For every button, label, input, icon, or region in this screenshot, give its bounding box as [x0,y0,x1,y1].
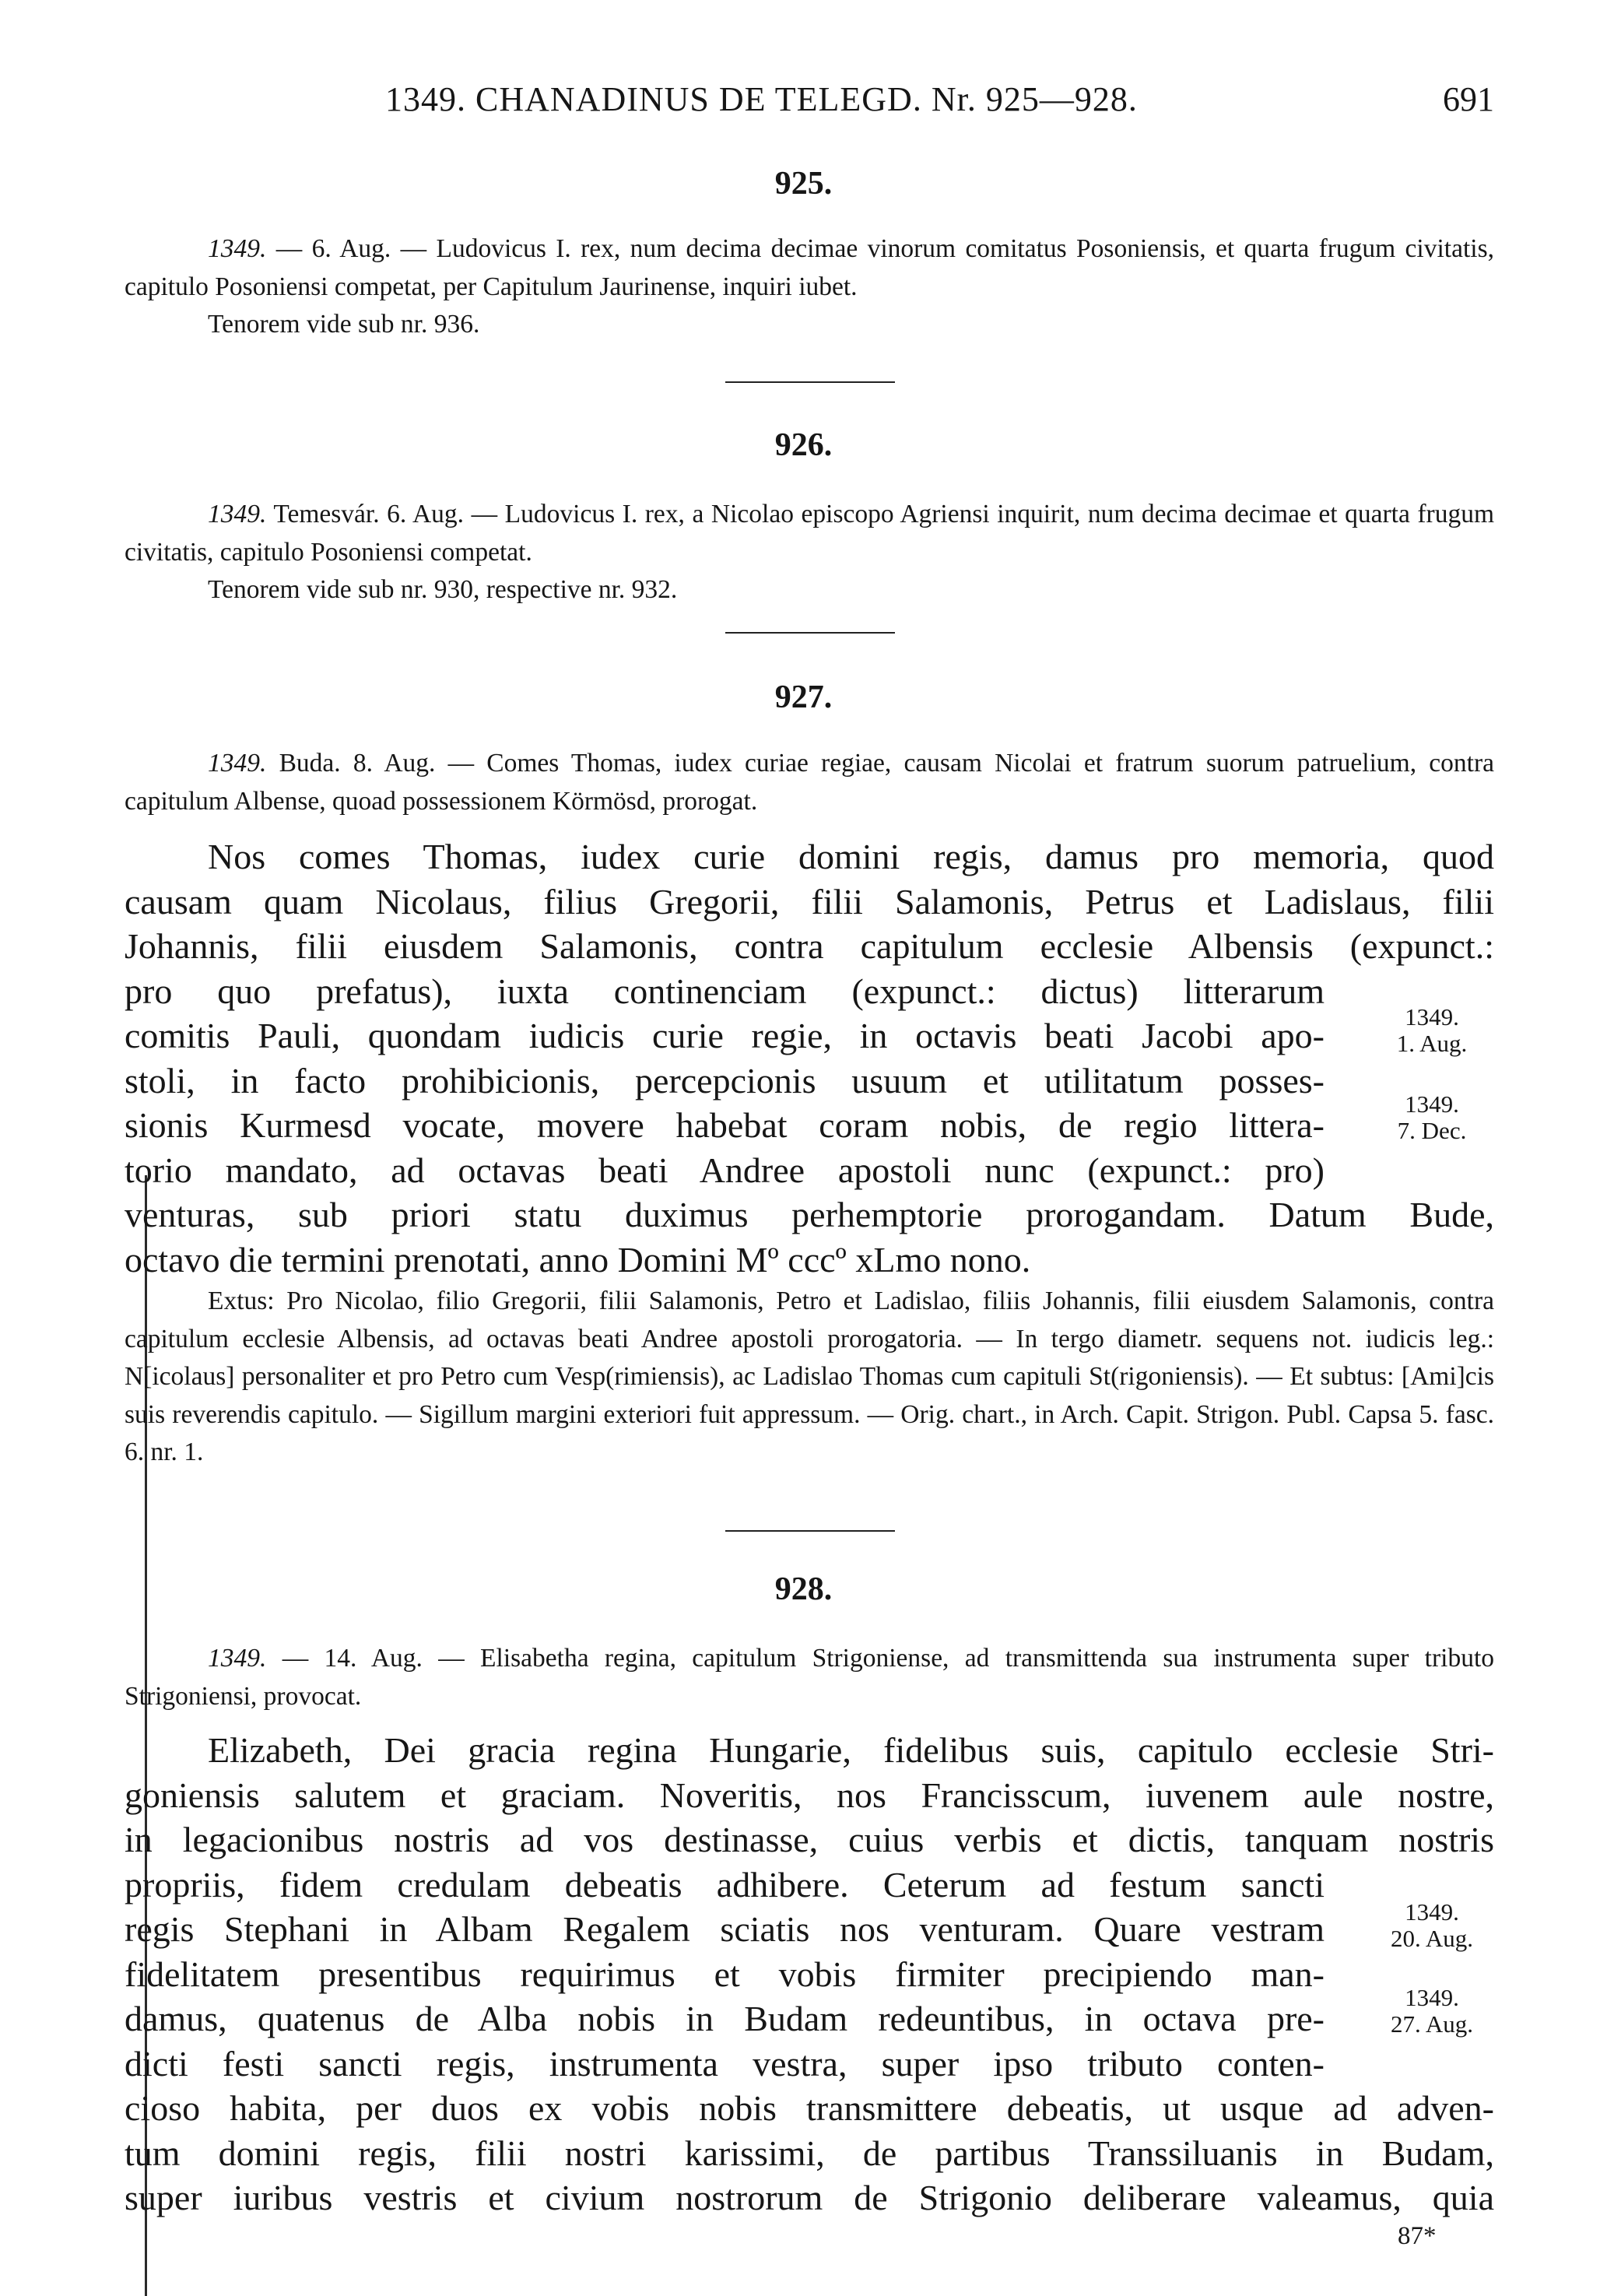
regest-text: — 6. Aug. — Ludovicus I. rex, num decima decimae vinorum comitatus Posoniensis, et quarta frugum civitatis, capitulo Posoniensi competat, per Capitulum Jaurinense, inquiri iubet. [125,234,1494,301]
section-separator [725,381,895,383]
regest-928 [125,1640,1494,1715]
document-number-925: 925. [774,166,833,202]
extus-note-927 [125,1283,1494,1472]
margin-note-year: 1349. [1405,1984,1459,2011]
text-line: dicti festi sancti regis, instrumenta vestra, super ipso tributo conten- [125,2043,1325,2084]
margin-date-note [1366,1899,1498,1952]
margin-note-year: 1349. [1405,1898,1459,1926]
text-line: pro quo prefatus), iuxta continenciam (expunct.: dictus) litterarum [125,971,1325,1011]
text-line: Johannis, filii eiusdem Salamonis, contra capitulum ecclesie Albensis (expunct.: [125,926,1494,966]
running-header [125,79,1494,126]
document-text-928 [125,1728,1494,2221]
text-line: Elizabeth, Dei gracia regina Hungarie, fidelibus suis, capitulo ecclesie Stri- [208,1730,1494,1770]
text-line: in legacionibus nostris ad vos destinasse, cuius verbis et dictis, tanquam nostris [125,1820,1494,1859]
text-line: tum domini regis, filii nostri karissimi, de partibus Transsiluanis in Budam, [125,2133,1494,2173]
text-line: fidelitatem presentibus requirimus et vobis firmiter precipiendo man- [125,1954,1325,1994]
text-line: super iuribus vestris et civium nostrorum de Strigonio deliberare valeamus, quia [125,2178,1494,2217]
regest-text: — 14. Aug. — Elisabetha regina, capitulum Strigoniense, ad transmittenda sua instrumenta super tributo Strigoniensi, provocat. [125,1644,1494,1711]
regest-date: 1349. [208,234,267,263]
margin-date-note [1366,1004,1498,1057]
text-line: causam quam Nicolaus, filius Gregorii, filii Salamonis, Petrus et Ladislaus, filii [125,881,1494,922]
text-line: torio mandato, ad octavas beati Andree apostoli nunc (expunct.: pro) [125,1150,1325,1190]
text-line: regis Stephani in Albam Regalem sciatis nos venturam. Quare vestram [125,1909,1325,1949]
text-line: propriis, fidem credulam debeatis adhibere. Ceterum ad festum sancti [125,1864,1325,1905]
document-text-927 [125,834,1494,1282]
margin-note-date: 1. Aug. [1396,1030,1468,1057]
tenor-note: Tenorem vide sub nr. 930, respective nr. 932. [208,575,678,604]
margin-note-date: 27. Aug. [1391,2010,1473,2038]
regest-date: 1349. [208,1644,267,1673]
margin-note-year: 1349. [1405,1090,1459,1118]
margin-date-note [1366,1091,1498,1144]
regest-927 [125,745,1494,820]
margin-note-year: 1349. [1405,1003,1459,1030]
text-line: damus, quatenus de Alba nobis in Budam redeuntibus, in octava pre- [125,1999,1325,2038]
document-number-928: 928. [774,1571,833,1607]
margin-note-date: 20. Aug. [1391,1925,1473,1952]
text-line: comitis Pauli, quondam iudicis curie regie, in octavis beati Jacobi apo- [125,1016,1325,1055]
document-number-926: 926. [774,427,833,463]
margin-date-note [1366,1985,1498,2038]
tenor-note: Tenorem vide sub nr. 936. [208,310,480,339]
regest-text: Temesvár. 6. Aug. — Ludovicus I. rex, a Nicolao episcopo Agriensi inquirit, num decima decimae et quarta frugum civitatis, capitulo Posoniensi competat. [125,500,1494,567]
regest-926 [125,496,1494,609]
section-separator [725,1530,895,1532]
text-line: cioso habita, per duos ex vobis nobis transmittere debeatis, ut usque ad adven- [125,2088,1494,2128]
regest-date: 1349. [208,500,267,528]
document-number-927: 927. [774,679,833,715]
running-title: 1349. CHANADINUS DE TELEGD. Nr. 925—928. [385,80,1138,118]
section-separator [725,632,895,634]
regest-text: Buda. 8. Aug. — Comes Thomas, iudex curiae regiae, causam Nicolai et fratrum suorum patruelium, contra capitulum Albense, quoad possessionem Körmösd, prorogat. [125,749,1494,816]
text-line: Nos comes Thomas, iudex curie domini regis, damus pro memoria, quod [208,837,1494,876]
regest-925 [125,230,1494,344]
margin-note-date: 7. Dec. [1397,1117,1467,1144]
sheet-signature: 87* [1398,2222,1437,2250]
text-line: sionis Kurmesd vocate, movere habebat coram nobis, de regio littera- [125,1105,1325,1145]
page-number: 691 [1443,80,1494,118]
text-line: octavo die termini prenotati, anno Domini Mº cccº xLmo nono. [125,1239,1031,1280]
text-line: stoli, in facto prohibicionis, percepcionis usuum et utilitatum posses- [125,1060,1325,1101]
regest-date: 1349. [208,749,267,778]
extus-text: Extus: Pro Nicolao, filio Gregorii, filii Salamonis, Petro et Ladislao, filiis Johannis, filii eiusdem Salamonis, contra capitulum ecclesie Albensis, ad octavas beati Andree apostoli prorogatoria. — In tergo diametr. sequens not. iudicis leg.: N[icolaus] personaliter et pro Petro cum Vesp(rimiensis), ac Ladislao Thomas cum capituli St(rigoniensis). — Et subtus: [Ami]cis suis reverendis capitulo. — Sigillum margini exteriori fuit appressum. — Orig. chart., in Arch. Capit. Strigon. Publ. Capsa 5. fasc. 6. nr. 1. [125,1287,1494,1466]
text-line: goniensis salutem et graciam. Noveritis, nos Francisscum, iuvenem aule nostre, [125,1775,1494,1815]
text-line: venturas, sub priori statu duximus perhemptorie prorogandam. Datum Bude, [125,1195,1494,1234]
